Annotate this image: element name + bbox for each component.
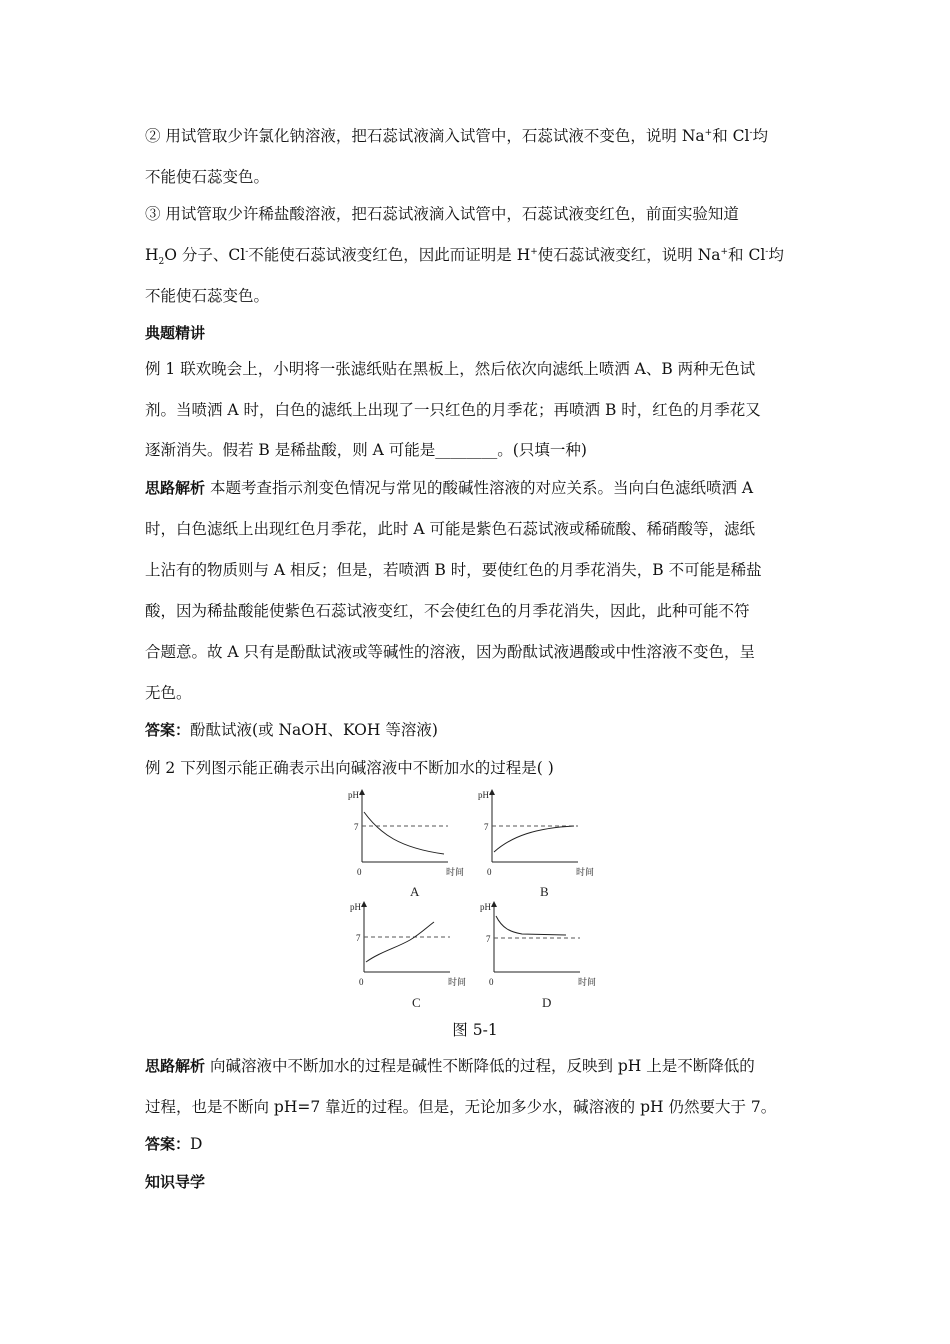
answer-label: 答案：	[145, 721, 191, 739]
analysis-1-line-3: 上沾有的物质则与 A 相反；但是，若喷洒 B 时，要使红色的月季花消失，B 不可能是稀盐	[145, 561, 762, 579]
answer-label: 答案：	[145, 1135, 191, 1153]
analysis-label: 思路解析	[145, 479, 206, 497]
graph-label: B	[540, 884, 549, 899]
analysis-1-line-4: 酸，因为稀盐酸能使紫色石蕊试液变红，不会使红色的月季花消失，因此，此种可能不符	[145, 602, 750, 620]
text-run: 均	[752, 127, 769, 145]
paragraph-3-line-2	[145, 245, 810, 268]
analysis-1-line-5: 合题意。故 A 只有是酚酞试液或等碱性的溶液，因为酚酞试液遇酸或中性溶液不变色，呈	[145, 643, 756, 661]
seven-label: 7	[354, 822, 359, 832]
text-run: 不能使石蕊试液变红色，因此而证明是 H	[248, 246, 531, 264]
paragraph-2-line-2: 不能使石蕊变色。	[145, 168, 270, 186]
graph-c	[350, 902, 466, 1010]
graph-label: C	[412, 995, 421, 1010]
analysis-1-line-6: 无色。	[145, 684, 192, 702]
analysis-1-line-1	[145, 478, 810, 498]
analysis-label: 思路解析	[145, 1057, 206, 1075]
answer-text: 酚酞试液(或 NaOH、KOH 等溶液)	[190, 721, 438, 739]
graph-a	[348, 790, 464, 899]
zero-label: 0	[359, 977, 364, 987]
superscript: +	[720, 246, 729, 257]
analysis-2-line-2: 过程，也是不断向 pH=7 靠近的过程。但是，无论加多少水，碱溶液的 pH 仍然要大于 7。	[145, 1098, 777, 1116]
paragraph-3-line-1: ③ 用试管取少许稀盐酸溶液，把石蕊试液滴入试管中，石蕊试液变红色，前面实验知道	[145, 205, 739, 223]
text-run: 使石蕊试液变红，说明 Na	[537, 246, 721, 264]
zero-label: 0	[487, 867, 492, 877]
ph-label: pH	[480, 902, 491, 912]
text-run: 本题考查指示剂变色情况与常见的酸碱性溶液的对应关系。当向白色滤纸喷洒 A	[205, 479, 754, 497]
paragraph-3-line-3: 不能使石蕊变色。	[145, 287, 270, 305]
time-label: 时间	[448, 977, 467, 987]
text-run: 均	[768, 246, 784, 264]
ph-curve	[364, 812, 444, 854]
time-label: 时间	[578, 977, 597, 987]
zero-label: 0	[357, 867, 362, 877]
analysis-2-line-1	[145, 1056, 810, 1076]
example-1-line-1: 例 1 联欢晚会上，小明将一张滤纸贴在黑板上，然后依次向滤纸上喷洒 A、B 两种无色试	[145, 360, 756, 378]
seven-label: 7	[486, 934, 491, 944]
graph-b	[478, 790, 594, 899]
seven-label: 7	[356, 933, 361, 943]
ph-label: pH	[478, 790, 489, 800]
graph-label: D	[542, 995, 552, 1010]
time-label: 时间	[576, 867, 595, 877]
section-heading: 知识导学	[145, 1173, 206, 1191]
ph-graphs	[340, 786, 620, 1026]
superscript: -	[765, 246, 769, 257]
superscript: -	[245, 246, 249, 257]
text-run: 和 Cl	[712, 127, 750, 145]
text-run: 向碱溶液中不断加水的过程是碱性不断降低的过程，反映到 pH 上是不断降低的	[205, 1057, 755, 1075]
time-label: 时间	[446, 867, 465, 877]
superscript: +	[704, 127, 713, 138]
seven-label: 7	[484, 822, 489, 832]
ph-label: pH	[348, 790, 359, 800]
text-run: ② 用试管取少许氯化钠溶液，把石蕊试液滴入试管中，石蕊试液不变色，说明 Na	[145, 127, 705, 145]
ph-curve	[494, 826, 574, 852]
graph-label: A	[410, 884, 420, 899]
analysis-1-line-2: 时，白色滤纸上出现红色月季花，此时 A 可能是紫色石蕊试液或稀硫酸、稀硝酸等，滤纸	[145, 520, 756, 538]
ph-curve	[366, 922, 434, 962]
text-run: 和 Cl	[728, 246, 766, 264]
paragraph-2-line-1	[145, 126, 810, 146]
text-run: H	[145, 246, 159, 264]
figure-5-1	[340, 786, 620, 1026]
ph-label: pH	[350, 902, 361, 912]
answer-text: D	[190, 1135, 203, 1153]
figure-caption: 图 5-1	[452, 1021, 498, 1039]
example-2-line-1: 例 2 下列图示能正确表示出向碱溶液中不断加水的过程是( )	[145, 759, 554, 777]
subscript: 2	[158, 257, 165, 268]
superscript: -	[749, 127, 753, 138]
graph-d	[480, 902, 596, 1010]
zero-label: 0	[489, 977, 494, 987]
section-heading: 典题精讲	[145, 324, 206, 342]
superscript: +	[530, 246, 538, 257]
ph-curve	[496, 916, 566, 935]
answer-1	[145, 720, 810, 740]
example-1-line-2: 剂。当喷洒 A 时，白色的滤纸上出现了一只红色的月季花；再喷洒 B 时，红色的月季花又	[145, 401, 761, 419]
answer-2	[145, 1134, 810, 1154]
example-1-line-3: 逐渐消失。假若 B 是稀盐酸，则 A 可能是________。(只填一种)	[145, 441, 587, 459]
text-run: O 分子、Cl	[164, 246, 246, 264]
